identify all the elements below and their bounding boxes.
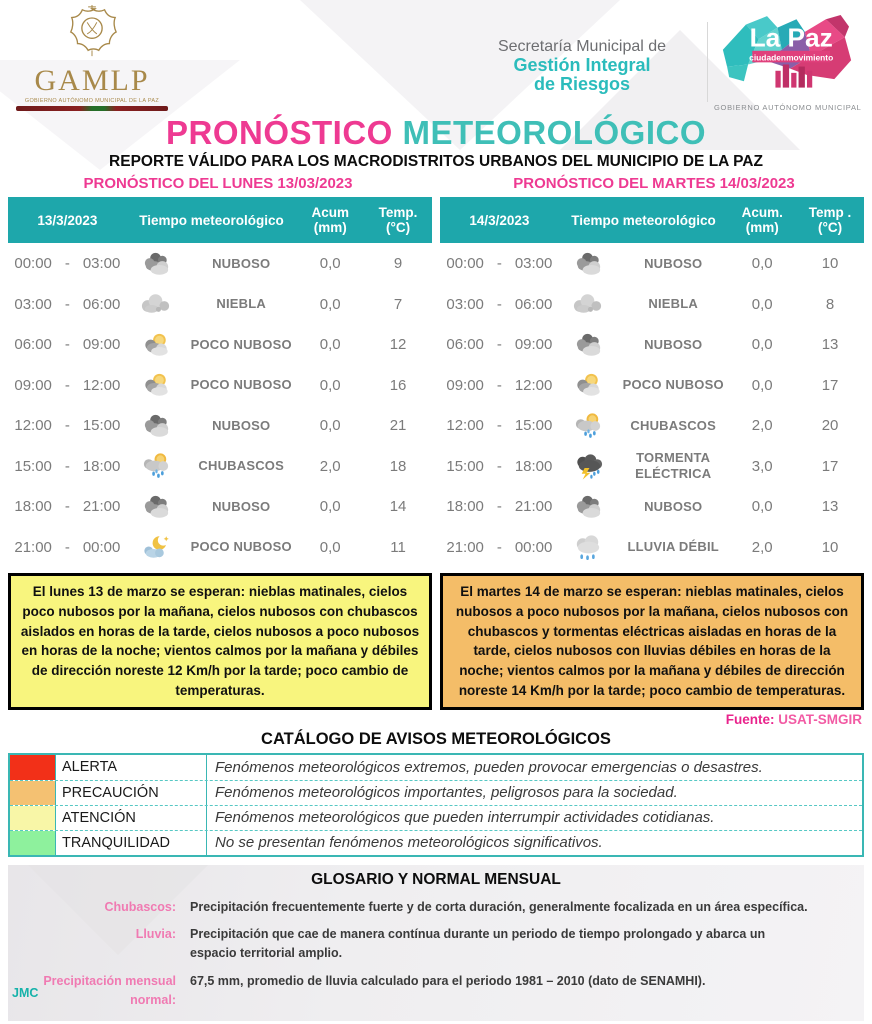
condition-label: NIEBLA [648, 296, 698, 312]
temp-value: 10 [821, 255, 839, 273]
catalog-level-label: ALERTA [55, 755, 207, 780]
gamlp-flag-bar [16, 106, 168, 111]
condition-label: CHUBASCOS [198, 458, 284, 474]
page-title-word2: METEOROLÓGICO [402, 114, 707, 151]
time-end: 12:00 [82, 376, 121, 394]
condition-label: NUBOSO [644, 255, 703, 271]
lapaz-logo-name: La Paz [749, 22, 833, 53]
condition-label: NUBOSO [212, 255, 271, 271]
time-range [440, 255, 559, 272]
time-range [8, 417, 127, 434]
acum-value: 0,0 [751, 295, 773, 313]
temp-value: 13 [821, 336, 839, 354]
temp-value: 16 [389, 376, 407, 394]
time-dash: - [496, 255, 502, 273]
condition-label: LLUVIA DÉBIL [627, 539, 719, 555]
time-start: 06:00 [446, 336, 484, 354]
catalog-row [10, 780, 862, 805]
catalog-level-label: TRANQUILIDAD [55, 831, 207, 855]
column-header-acum [728, 205, 796, 236]
forecast-row [440, 486, 864, 527]
storm-icon [559, 452, 618, 480]
acum-value: 3,0 [751, 457, 773, 475]
lapaz-caption: GOBIERNO AUTÓNOMO MUNICIPAL [714, 103, 862, 112]
column-header-date: 14/3/2023 [469, 212, 530, 228]
glossary-term: Lluvia: [135, 927, 176, 942]
forecast-table-tuesday [440, 197, 864, 567]
acum-value: 0,0 [319, 538, 341, 556]
time-range [8, 498, 127, 515]
forecast-row [8, 324, 432, 365]
secretaria-block [462, 38, 702, 95]
time-start: 00:00 [14, 255, 52, 273]
column-header-temp-line2: (°C) [817, 220, 843, 236]
cloudy-icon [127, 493, 186, 521]
temp-value: 21 [389, 417, 407, 435]
partly-cloudy-icon [127, 331, 186, 359]
glossary-definition: 67,5 mm, promedio de lluvia calculado para el periodo 1981 – 2010 (dato de SENAMHI). [190, 973, 706, 988]
temp-value: 17 [821, 376, 839, 394]
condition-label: POCO NUBOSO [190, 377, 292, 393]
acum-value: 2,0 [319, 457, 341, 475]
condition-label: POCO NUBOSO [622, 377, 724, 393]
catalog-row [10, 830, 862, 855]
forecast-row [440, 527, 864, 568]
time-dash: - [496, 457, 502, 475]
temp-value: 11 [390, 538, 406, 556]
temp-value: 17 [821, 457, 839, 475]
condition-label: NUBOSO [212, 417, 271, 433]
cloudy-icon [127, 250, 186, 278]
gamlp-logo [16, 4, 168, 111]
time-dash: - [496, 498, 502, 516]
column-header-acum-line2: (mm) [313, 220, 347, 236]
author-initials: JMC [12, 986, 39, 1000]
catalog-description: Fenómenos meteorológicos importantes, peligrosos para la sociedad. [207, 781, 862, 805]
time-dash: - [64, 295, 70, 313]
time-dash: - [496, 417, 502, 435]
catalog-description: Fenómenos meteorológicos extremos, pueden provocar emergencias o desastres. [207, 755, 862, 780]
forecast-tables [0, 197, 872, 567]
column-header-acum-line2: (mm) [745, 220, 779, 236]
time-end: 12:00 [514, 376, 553, 394]
forecast-row [8, 486, 432, 527]
glossary-definition: Precipitación frecuentemente fuerte y de corta duración, generalmente focalizada en un área específica. [190, 899, 808, 914]
secretaria-line2: Gestión Integral [513, 55, 651, 75]
time-end: 09:00 [82, 336, 121, 354]
time-start: 12:00 [446, 417, 484, 435]
condition-label: POCO NUBOSO [190, 336, 292, 352]
column-header-weather: Tiempo meteorológico [571, 212, 716, 228]
time-range [440, 417, 559, 434]
column-header-date: 13/3/2023 [37, 212, 98, 228]
summary-box-monday: El lunes 13 de marzo se esperan: nieblas matinales, cielos poco nubosos por la mañana, cielos nubosos con chubascos aislados en horas de la tarde, cielos nubosos a poco nubosos en horas de la noche; vientos calmos por la mañana y débiles de dirección noreste 12 Km/h por la tarde; poco cambio de temperaturas. [8, 573, 432, 709]
temp-value: 8 [825, 295, 835, 313]
table-header [8, 197, 432, 243]
column-header-acum-line1: Acum [311, 204, 349, 220]
forecast-day-titles [0, 175, 872, 192]
condition-label: TORMENTA ELÉCTRICA [635, 450, 712, 482]
temp-value: 14 [389, 498, 407, 516]
forecast-row [440, 405, 864, 446]
rain-icon [559, 533, 618, 561]
catalog-level-label: ATENCIÓN [55, 806, 207, 830]
forecast-row [8, 284, 432, 325]
time-range [8, 539, 127, 556]
cloudy-icon [559, 250, 618, 278]
gamlp-caption: GOBIERNO AUTÓNOMO MUNICIPAL DE LA PAZ [24, 98, 160, 104]
time-start: 09:00 [14, 376, 52, 394]
forecast-table-monday [8, 197, 432, 567]
partly-cloudy-icon [127, 371, 186, 399]
temp-value: 13 [821, 498, 839, 516]
temp-value: 10 [821, 538, 839, 556]
gamlp-crest-icon [64, 4, 120, 60]
condition-label: NUBOSO [644, 498, 703, 514]
table-body [8, 243, 432, 567]
acum-value: 2,0 [751, 417, 773, 435]
time-end: 15:00 [82, 417, 121, 435]
catalog-color-swatch [10, 806, 55, 830]
time-dash: - [64, 457, 70, 475]
time-start: 12:00 [14, 417, 52, 435]
catalog-color-swatch [10, 831, 55, 855]
temp-value: 20 [821, 417, 839, 435]
acum-value: 2,0 [751, 538, 773, 556]
forecast-row [440, 284, 864, 325]
column-header-acum [296, 205, 364, 236]
fog-icon [127, 290, 186, 318]
time-start: 21:00 [446, 538, 484, 556]
secretaria-line1: Secretaría Municipal de [497, 38, 667, 55]
glossary-definition: Precipitación que cae de manera contínua durante un periodo de tiempo prolongado y abarca un espacio territorial amplio. [190, 927, 766, 961]
column-header-weather: Tiempo meteorológico [139, 212, 284, 228]
cloudy-icon [559, 331, 618, 359]
time-range [8, 255, 127, 272]
header-divider [707, 22, 708, 102]
forecast-title-tuesday: PRONÓSTICO DEL MARTES 14/03/2023 [513, 175, 795, 193]
glossary-entries [8, 898, 864, 1010]
time-dash: - [64, 417, 70, 435]
time-range [8, 336, 127, 353]
cloudy-icon [559, 493, 618, 521]
time-start: 03:00 [446, 295, 484, 313]
catalog-row [10, 805, 862, 830]
time-end: 21:00 [82, 498, 121, 516]
time-dash: - [496, 295, 502, 313]
time-range [440, 458, 559, 475]
time-range [8, 296, 127, 313]
column-header-temp [796, 205, 864, 236]
acum-value: 0,0 [751, 336, 773, 354]
column-header-temp-line2: (°C) [385, 220, 411, 236]
time-start: 15:00 [14, 457, 52, 475]
page-subtitle: REPORTE VÁLIDO PARA LOS MACRODISTRITOS URBANOS DEL MUNICIPIO DE LA PAZ [109, 153, 763, 171]
acum-value: 0,0 [751, 498, 773, 516]
catalog-table [8, 753, 864, 857]
temp-value: 18 [389, 457, 407, 475]
glossary-entry [8, 925, 864, 963]
glossary-term: Precipitación mensual normal: [43, 973, 176, 1007]
column-header-temp [364, 205, 432, 236]
time-range [440, 539, 559, 556]
temp-value: 12 [389, 336, 407, 354]
time-range [440, 377, 559, 394]
condition-label: NUBOSO [644, 336, 703, 352]
forecast-row [440, 324, 864, 365]
forecast-row [440, 365, 864, 406]
lapaz-logo [714, 14, 860, 96]
acum-value: 0,0 [751, 255, 773, 273]
forecast-row [8, 243, 432, 284]
glossary-entry [8, 972, 864, 1010]
time-start: 18:00 [446, 498, 484, 516]
acum-value: 0,0 [751, 376, 773, 394]
condition-label: NIEBLA [216, 296, 266, 312]
acum-value: 0,0 [319, 498, 341, 516]
gamlp-acronym: GAMLP [34, 64, 150, 97]
time-end: 06:00 [514, 295, 553, 313]
time-dash: - [64, 376, 70, 394]
time-end: 18:00 [82, 457, 121, 475]
acum-value: 0,0 [319, 255, 341, 273]
table-header [440, 197, 864, 243]
condition-label: CHUBASCOS [630, 417, 716, 433]
catalog-title: CATÁLOGO DE AVISOS METEOROLÓGICOS [261, 729, 611, 748]
acum-value: 0,0 [319, 295, 341, 313]
forecast-title-monday: PRONÓSTICO DEL LUNES 13/03/2023 [83, 175, 353, 193]
forecast-row [8, 446, 432, 487]
time-end: 21:00 [514, 498, 553, 516]
moon-cloudy-icon [127, 533, 186, 561]
time-dash: - [64, 255, 70, 273]
time-end: 03:00 [514, 255, 553, 273]
time-start: 18:00 [14, 498, 52, 516]
time-start: 15:00 [446, 457, 484, 475]
forecast-row [440, 243, 864, 284]
catalog-level-label: PRECAUCIÓN [55, 781, 207, 805]
time-range [440, 336, 559, 353]
time-range [8, 377, 127, 394]
time-start: 06:00 [14, 336, 52, 354]
sun-rain-icon [559, 412, 618, 440]
summary-box-tuesday: El martes 14 de marzo se esperan: nieblas matinales, cielos nubosos a poco nubosos por la mañana, cielos nubosos con chubascos y tormentas eléctricas aisladas en horas de la tarde, cielos nubosos con lluvias débiles en horas de la noche; vientos calmos por la mañana y débiles de dirección noreste 14 Km/h por la tarde; poco cambio de temperaturas. [440, 573, 864, 709]
table-body [440, 243, 864, 567]
time-start: 09:00 [446, 376, 484, 394]
lapaz-logo-block [714, 14, 860, 112]
time-end: 00:00 [514, 538, 553, 556]
condition-label: POCO NUBOSO [190, 539, 292, 555]
catalog-description: No se presentan fenómenos meteorológicos significativos. [207, 831, 862, 855]
time-range [440, 498, 559, 515]
catalog-color-swatch [10, 755, 55, 780]
time-range [440, 296, 559, 313]
time-start: 03:00 [14, 295, 52, 313]
cloudy-icon [127, 412, 186, 440]
forecast-row [8, 527, 432, 568]
temp-value: 7 [393, 295, 403, 313]
time-end: 09:00 [514, 336, 553, 354]
summary-boxes [0, 573, 872, 709]
acum-value: 0,0 [319, 376, 341, 394]
catalog-color-swatch [10, 781, 55, 805]
sun-rain-icon [127, 452, 186, 480]
catalog-description: Fenómenos meteorológicos que pueden interrumpir actividades cotidianas. [207, 806, 862, 830]
time-dash: - [64, 498, 70, 516]
time-range [8, 458, 127, 475]
fog-icon [559, 290, 618, 318]
time-dash: - [496, 336, 502, 354]
page-header [0, 0, 872, 112]
time-start: 21:00 [14, 538, 52, 556]
time-dash: - [64, 538, 70, 556]
column-header-temp-line1: Temp. [378, 204, 418, 220]
column-header-temp-line1: Temp . [808, 204, 852, 220]
source-value: USAT-SMGIR [778, 711, 862, 727]
lapaz-logo-tagline: ciudadenmovimiento [749, 52, 834, 63]
time-dash: - [496, 538, 502, 556]
acum-value: 0,0 [319, 417, 341, 435]
page-title-word1: PRONÓSTICO [165, 114, 393, 151]
forecast-row [440, 446, 864, 487]
secretaria-line3: de Riesgos [533, 74, 631, 95]
partly-cloudy-icon [559, 371, 618, 399]
page-title [0, 115, 872, 151]
time-end: 06:00 [82, 295, 121, 313]
source-label: Fuente: [725, 711, 775, 727]
time-dash: - [496, 376, 502, 394]
time-end: 00:00 [82, 538, 121, 556]
glossary-entry [8, 898, 864, 917]
source-line [0, 712, 872, 727]
temp-value: 9 [393, 255, 403, 273]
column-header-acum-line1: Acum. [741, 204, 783, 220]
glossary-title: GLOSARIO Y NORMAL MENSUAL [311, 870, 561, 888]
acum-value: 0,0 [319, 336, 341, 354]
forecast-row [8, 365, 432, 406]
time-start: 00:00 [446, 255, 484, 273]
time-end: 18:00 [514, 457, 553, 475]
catalog-row [10, 755, 862, 780]
condition-label: NUBOSO [212, 498, 271, 514]
glossary-section [8, 865, 864, 1022]
time-end: 03:00 [82, 255, 121, 273]
glossary-term: Chubascos: [104, 899, 176, 914]
time-end: 15:00 [514, 417, 553, 435]
forecast-row [8, 405, 432, 446]
time-dash: - [64, 336, 70, 354]
